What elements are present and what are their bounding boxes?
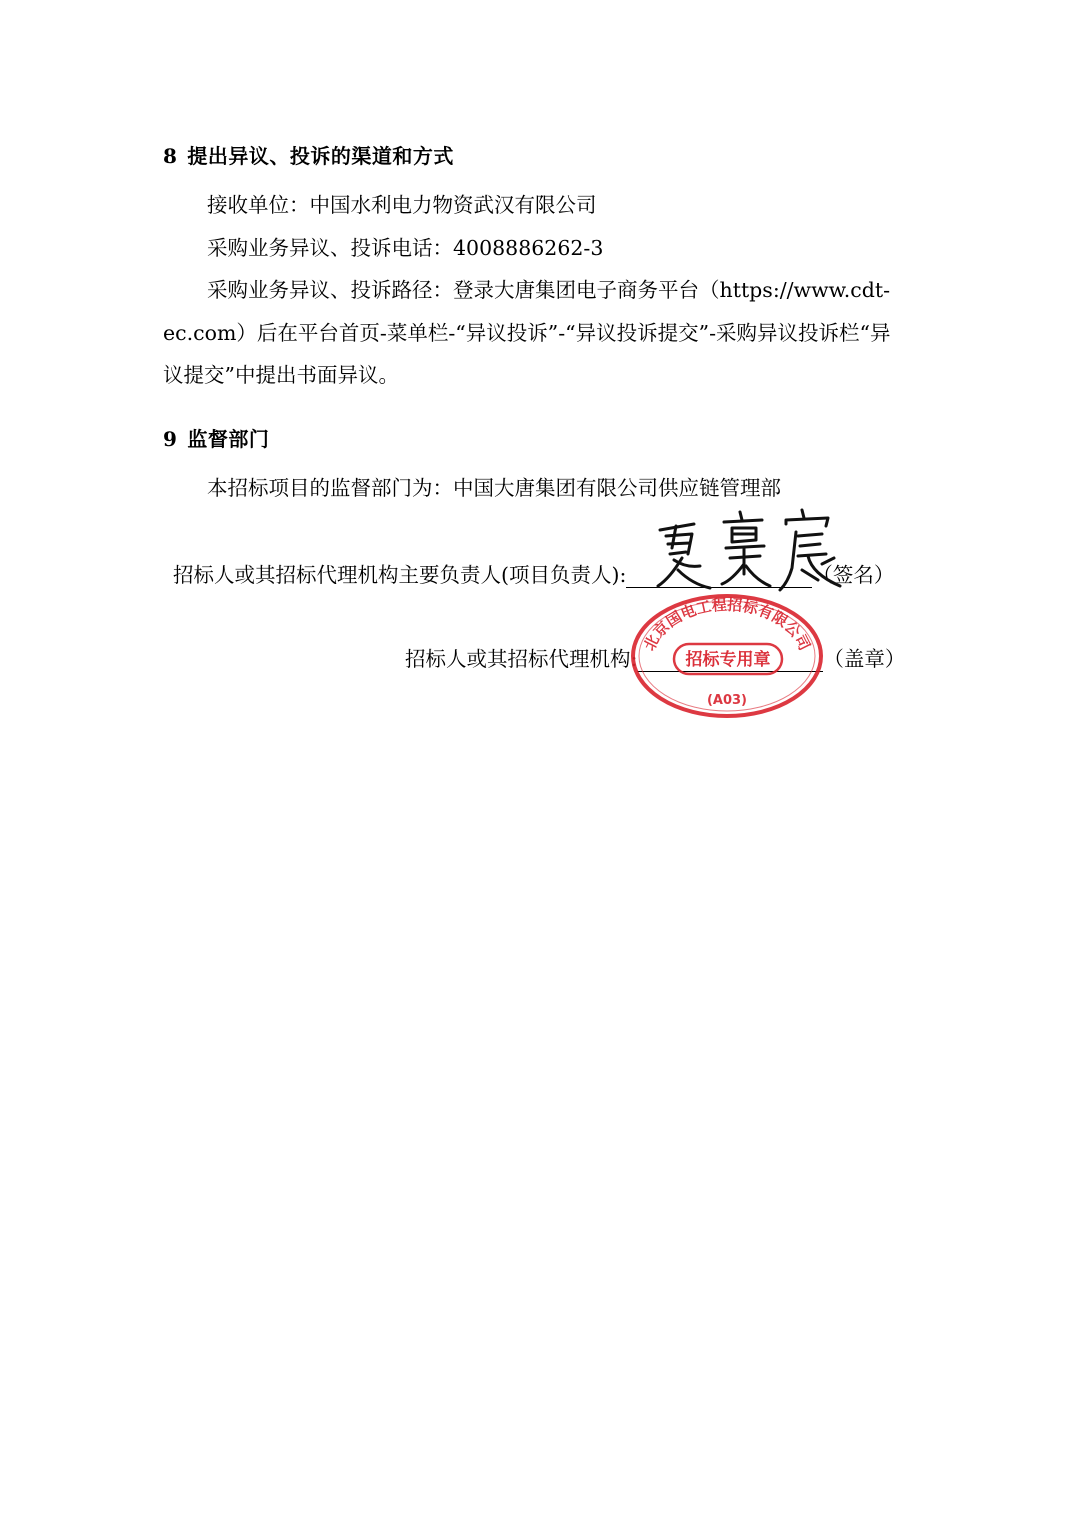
agency-label: 招标人或其招标代理机构: [405,647,638,671]
sign-note: （签名） [812,563,895,587]
supervision-line: 本招标项目的监督部门为：中国大唐集团有限公司供应链管理部 [207,476,781,500]
red-seal-stamp [628,592,826,720]
svg-text:(A03): (A03) [706,693,748,708]
handwritten-signature [652,508,852,598]
path-line-2: ec.com）后在平台首页-菜单栏-“异议投诉”-“异议投诉提交”-采购异议投诉栏“异 [163,321,891,345]
path-line-1: 采购业务异议、投诉路径：登录大唐集团电子商务平台（https://www.cdt- [207,278,891,302]
responsible-label: 招标人或其招标代理机构主要负责人(项目负责人): [173,563,627,587]
section-9-number: 9 [163,427,178,451]
section-9-title: 监督部门 [187,427,270,451]
section-9-heading [163,423,269,452]
section-8-title: 提出异议、投诉的渠道和方式 [187,144,454,168]
receiver-line: 接收单位：中国水利电力物资武汉有限公司 [207,193,597,217]
section-8-heading [163,140,454,169]
path-line-3: 议提交”中提出书面异议。 [163,363,399,387]
seal-note: （盖章） [823,647,906,671]
svg-text:北京国电工程招标有限公司: 北京国电工程招标有限公司 [640,595,814,654]
section-8-number: 8 [163,144,178,168]
phone-line: 采购业务异议、投诉电话：4008886262-3 [207,236,604,260]
svg-text:招标专用章: 招标专用章 [685,650,771,670]
